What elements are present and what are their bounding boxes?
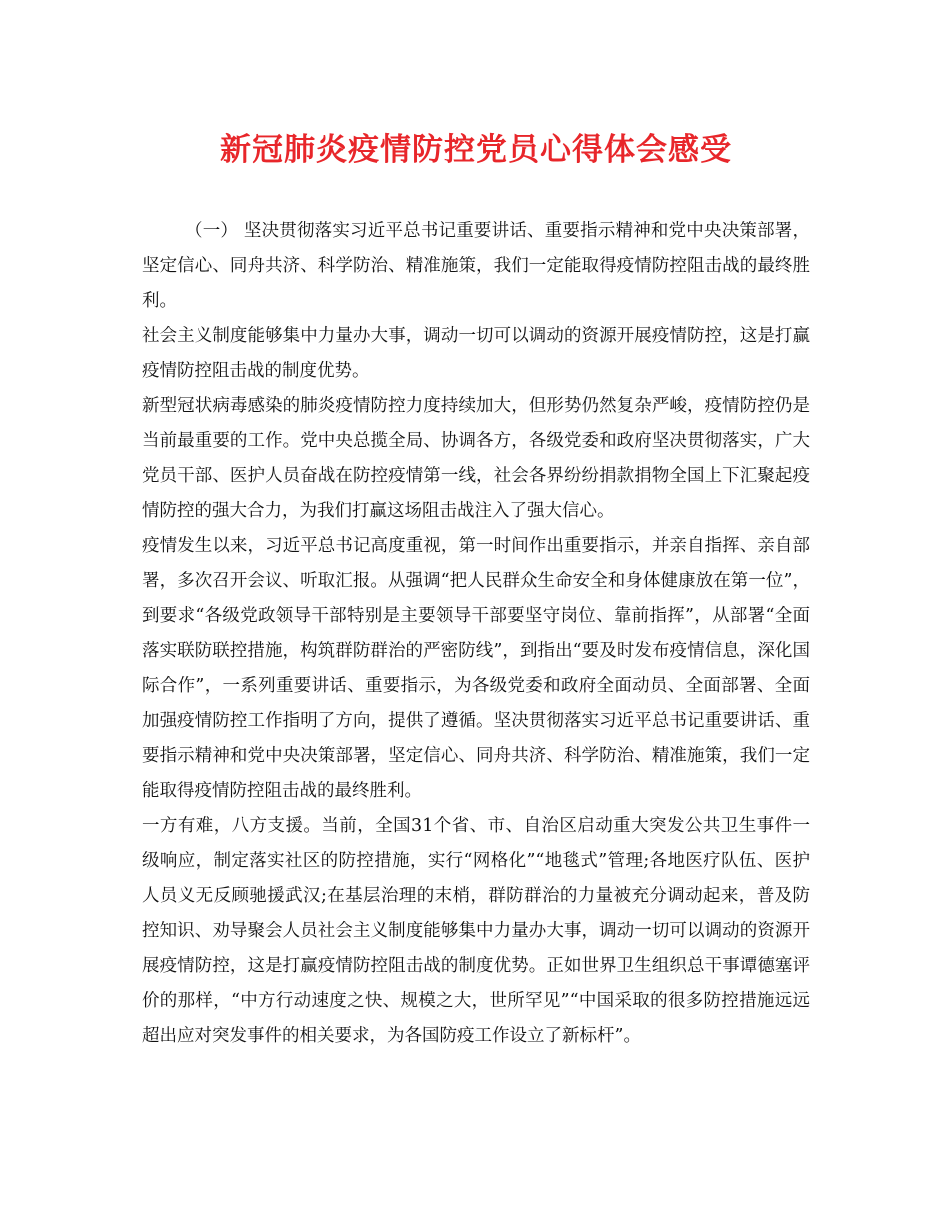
paragraph-3: 新型冠状病毒感染的肺炎疫情防控力度持续加大，但形势仍然复杂严峻，疫情防控仍是当前最重要的工作。党中央总揽全局、协调各方，各级党委和政府坚决贯彻落实，广大党员干部、医护人员奋战在防控疫情第一线，社会各界纷纷捐款捐物全国上下汇聚起疫情防控的强大合力，为我们打赢这场阻击战注入了强大信心。 [142,396,810,521]
paragraph-1: （一） 坚决贯彻落实习近平总书记重要讲话、重要指示精神和党中央决策部署，坚定信心、同舟共济、科学防治、精准施策，我们一定能取得疫情防控阻击战的最终胜利。 [142,221,810,311]
paragraph-5: 一方有难，八方支援。当前，全国31个省、市、自治区启动重大突发公共卫生事件一级响应，制定落实社区的防控措施，实行“网格化”“地毯式”管理;各地医疗队伍、医护人员义无反顾驰援武汉;在基层治理的末梢，群防群治的力量被充分调动起来，普及防控知识、劝导聚会人员社会主义制度能够集中力量办大事，调动一切可以调动的资源开展疫情防控，这是打赢疫情防控阻击战的制度优势。正如世界卫生组织总干事谭德塞评价的那样，“中方行动速度之快、规模之大，世所罕见”“中国采取的很多防控措施远远超出应对突发事件的相关要求，为各国防疫工作设立了新标杆”。 [142,816,810,1046]
paragraph-2: 社会主义制度能够集中力量办大事，调动一切可以调动的资源开展疫情防控，这是打赢疫情防控阻击战的制度优势。 [142,326,810,381]
paragraph-4: 疫情发生以来，习近平总书记高度重视，第一时间作出重要指示，并亲自指挥、亲自部署，多次召开会议、听取汇报。从强调“把人民群众生命安全和身体健康放在第一位”，到要求“各级党政领导干部特别是主要领导干部要坚守岗位、靠前指挥”，从部署“全面落实联防联控措施，构筑群防群治的严密防线”，到指出“要及时发布疫情信息，深化国际合作”，一系列重要讲话、重要指示，为各级党委和政府全面动员、全面部署、全面加强疫情防控工作指明了方向，提供了遵循。坚决贯彻落实习近平总书记重要讲话、重要指示精神和党中央决策部署，坚定信心、同舟共济、科学防治、精准施策，我们一定能取得疫情防控阻击战的最终胜利。 [142,536,810,801]
document-title: 新冠肺炎疫情防控党员心得体会感受 [220,132,732,168]
